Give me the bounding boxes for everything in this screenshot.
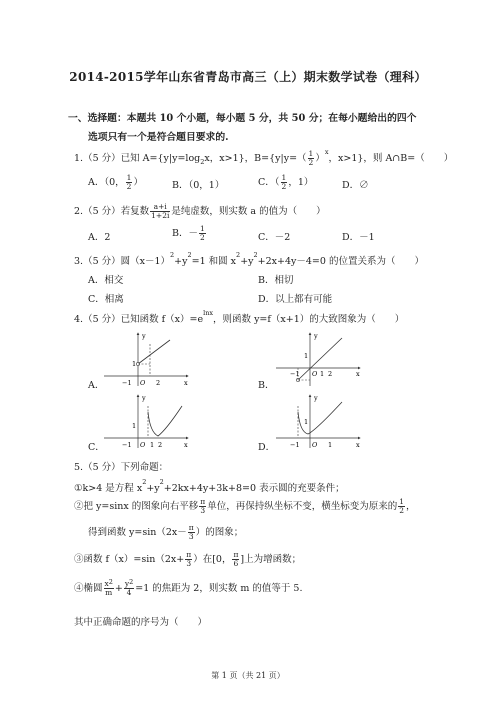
page-footer: 第 1 页（共 21 页） bbox=[211, 671, 285, 680]
origin-label: O bbox=[312, 441, 318, 449]
tick-1-y: 1 bbox=[304, 352, 309, 360]
origin-label: O bbox=[140, 379, 146, 387]
tick-neg1: −1 bbox=[122, 441, 132, 449]
tick-2: 2 bbox=[156, 379, 161, 387]
tick-1-y: 1 bbox=[132, 422, 137, 430]
question-4-option-a-label: A． bbox=[88, 380, 105, 391]
question-4-option-b-label: B． bbox=[258, 380, 275, 391]
function-curve bbox=[138, 340, 170, 364]
section-heading-line2: 选项只有一个是符合题目要求的. bbox=[88, 132, 229, 143]
tick-neg1: −1 bbox=[122, 379, 132, 387]
tick-1-x: 1 bbox=[328, 441, 333, 449]
tick-2: 2 bbox=[328, 370, 333, 378]
question-5-stem: 5.（5 分）下列命题： bbox=[74, 462, 169, 473]
question-2-option-c: C．－2 bbox=[258, 232, 291, 243]
question-1-stem: 1.（5 分）已知 $A=\{y|y=\log_2x$，x>1}，B={y|y=（ $\frac{1}{2}$ ）$^x$，x>1}，则 A∩B=（ ） bbox=[74, 148, 454, 167]
question-4-stem: 4.（5 分）已知函数 $f(x)=e^{lnx}$，则函数 y=f（x+1）的大致图象为（ ） bbox=[74, 309, 405, 325]
question-5-proposition-2: ②把 y=sinx 的图象向右平移 $\frac{\pi}{3}$ 单位，再保持纵坐标不变，横坐标变为原来的 $\frac{1}{2}$ ， bbox=[74, 497, 416, 515]
tick-1-y: 1 bbox=[304, 418, 309, 426]
fraction: $\frac{1}{2}$ bbox=[308, 149, 314, 167]
question-3-option-c: C．相离 bbox=[88, 294, 124, 305]
y-label: y bbox=[142, 394, 146, 402]
question-1-option-a: A．（0， $\frac{1}{2}$ ） bbox=[88, 173, 143, 191]
y-label: y bbox=[314, 394, 318, 402]
question-2-option-a: A．2 bbox=[88, 232, 111, 243]
question-5-proposition-3: ③函数 f（x）=sin（2x+ $\frac{\pi}{3}$ ）在[0， $\frac{\pi}{6}$ ]上为增函数； bbox=[74, 550, 302, 568]
tick-neg1: −1 bbox=[290, 370, 300, 378]
question-2-option-b: B．－ $\frac{1}{2}$ bbox=[172, 224, 205, 242]
question-5-proposition-2-cont: 得到函数 y=sin（2x－ $\frac{\pi}{3}$ ）的图象； bbox=[88, 523, 244, 541]
question-5-proposition-4: ④椭圆 $\frac{x^2}{m}$ + $\frac{y^2}{4}$ =1 的焦距为 2，则实数 m 的值等于 5. bbox=[74, 578, 303, 597]
x-label: x bbox=[184, 441, 188, 449]
page-title: 2014-2015学年山东省青岛市高三（上）期末数学试卷（理科） bbox=[69, 70, 427, 84]
section-heading-line1: 一、选择题：本题共 10 个小题，每小题 5 分，共 50 分；在每小题给出的四个 bbox=[68, 113, 417, 124]
question-3-option-b: B．相切 bbox=[258, 275, 294, 286]
question-5-proposition-1: ①k>4 是方程 $x^2+y^2+2kx+4y+3k+8=0$ 表示圆的充要条件； bbox=[74, 478, 345, 494]
tick-1-x: 1 bbox=[320, 370, 325, 378]
function-curve bbox=[148, 406, 182, 436]
question-1-option-d: D．∅ bbox=[342, 180, 369, 191]
tick-1-x: 1 bbox=[150, 441, 155, 449]
question-3-stem: 3.（5 分）圆$(x-1)^2+y^2=1$ 和圆 $x^2+y^2+2x+4y-4=0$ 的位置关系为（ ） bbox=[74, 251, 424, 267]
tick-neg1: −1 bbox=[290, 441, 300, 449]
question-1-option-c: C．（ $\frac{1}{2}$ ，1） bbox=[258, 173, 314, 191]
question-5-closing: 其中正确命题的序号为（ ） bbox=[74, 617, 208, 628]
x-label: x bbox=[356, 441, 360, 449]
question-1-option-b: B．（0，1） bbox=[172, 180, 225, 191]
question-4-option-d-label: D． bbox=[258, 442, 276, 453]
graph-option-b bbox=[272, 330, 362, 388]
tick-1-y: 1 bbox=[132, 360, 137, 368]
origin-label: O bbox=[312, 370, 318, 378]
origin-label: O bbox=[140, 441, 146, 449]
x-label: x bbox=[184, 379, 188, 387]
tick-2: 2 bbox=[158, 441, 163, 449]
graph-option-d bbox=[272, 392, 362, 450]
y-label: y bbox=[314, 332, 318, 340]
graph-option-a bbox=[100, 330, 190, 388]
question-4-option-c-label: C． bbox=[88, 442, 105, 453]
question-3-option-a: A．相交 bbox=[88, 275, 124, 286]
graph-option-c bbox=[100, 392, 190, 450]
question-2-option-d: D．－1 bbox=[342, 232, 375, 243]
x-label: x bbox=[356, 370, 360, 378]
question-2-stem: 2.（5 分）若复数 $\frac{a+i}{1+2i}$ 是纯虚数，则实数 a 的值为（ ） bbox=[74, 202, 326, 220]
y-label: y bbox=[142, 332, 146, 340]
question-3-option-d: D．以上都有可能 bbox=[258, 294, 333, 305]
